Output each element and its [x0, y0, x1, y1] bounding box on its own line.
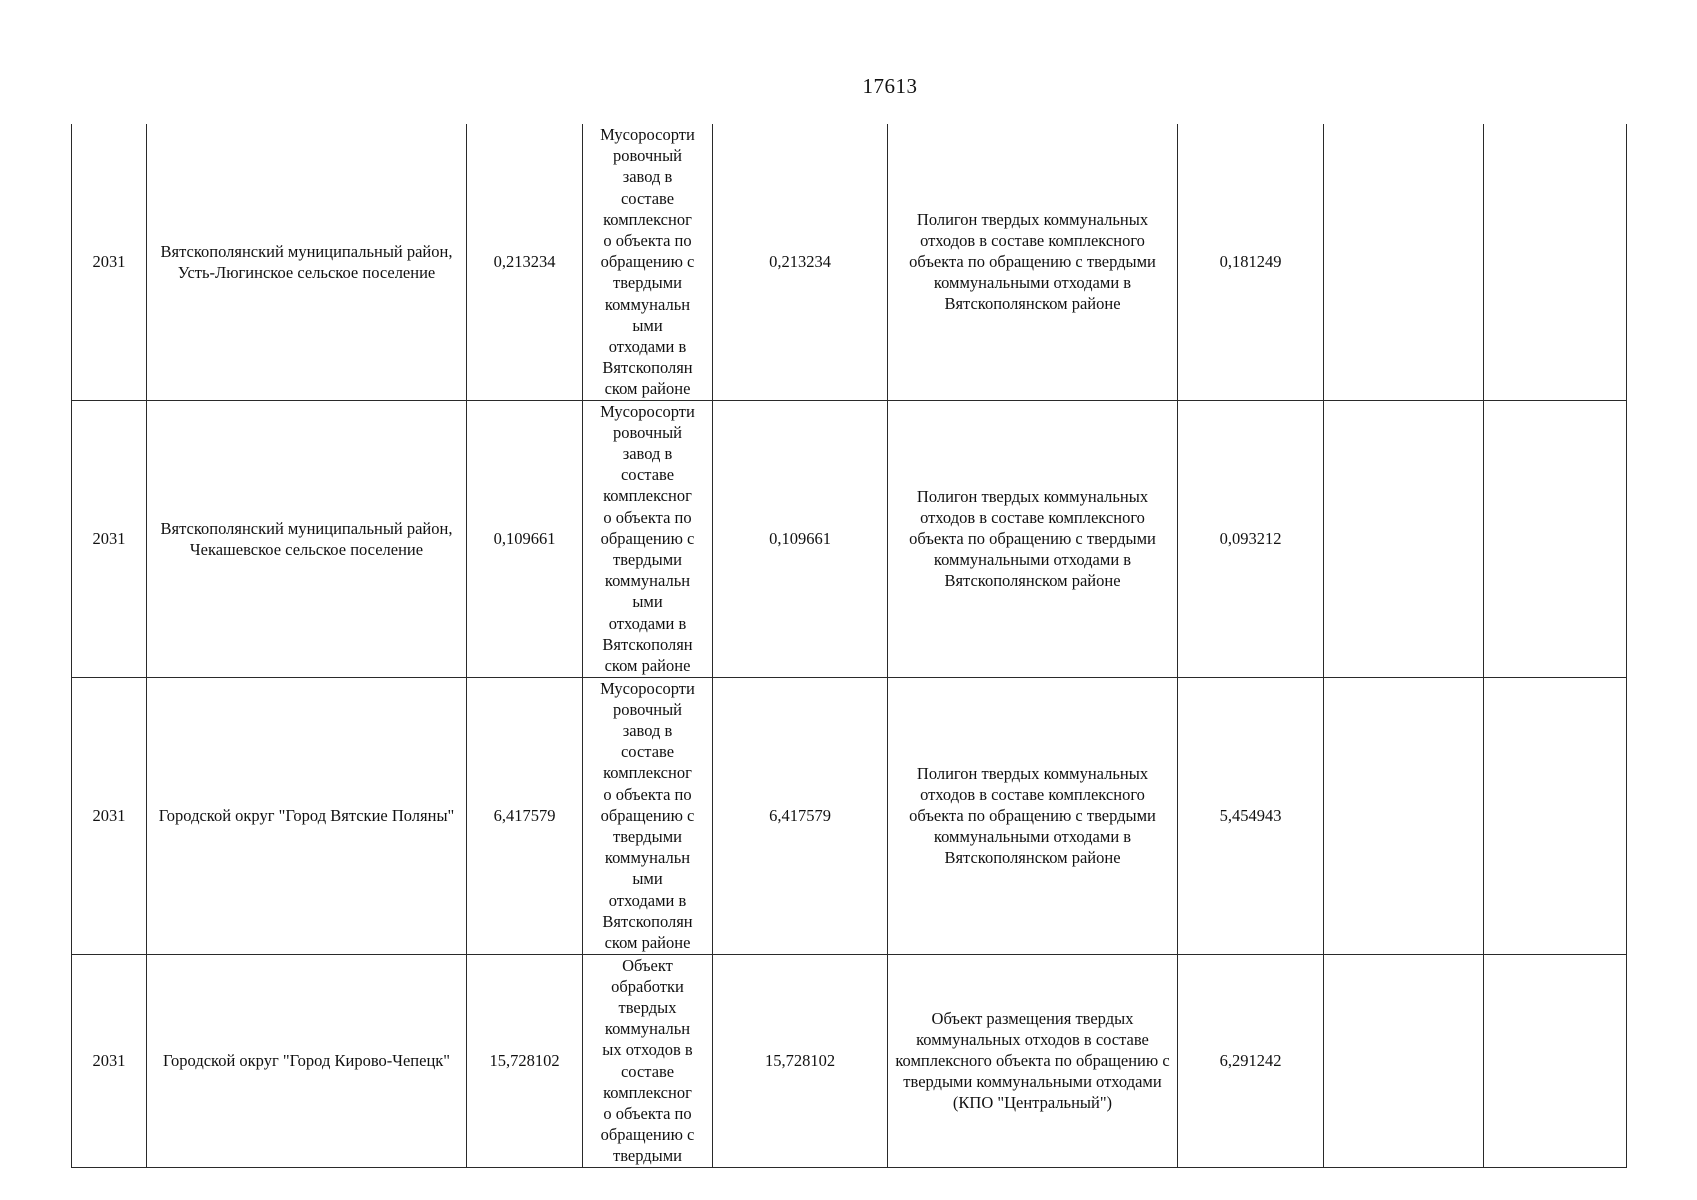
facility-text-line: Объект: [622, 955, 673, 975]
year-cell: 2031: [72, 400, 147, 677]
facility-text-line: ыми: [632, 869, 663, 889]
year-cell: 2031: [72, 954, 147, 1167]
disposed-mass-cell: 5,454943: [1178, 677, 1324, 954]
table-body: [72, 124, 1627, 1167]
facility-text-line: коммунальн: [604, 848, 691, 868]
territory-cell: Вятскополянский муниципальный район, Усть-Люгинское сельское поселение: [147, 124, 467, 400]
facility-text-line: о объекта по: [603, 231, 692, 251]
year-cell: 2031: [72, 677, 147, 954]
disposal-facility-cell: Полигон твердых коммунальных отходов в составе комплексного объекта по обращению с твердыми коммунальными отходами в Вятскополянском районе: [888, 400, 1178, 677]
processing-facility-cell: [583, 677, 713, 954]
facility-text-line: Вятскополян: [602, 358, 693, 378]
facility-text-line: отходами в: [608, 890, 687, 910]
facility-text-line: коммунальн: [604, 294, 691, 314]
facility-text-line: обработки: [611, 976, 684, 996]
page-number: 17613: [862, 74, 918, 98]
facility-text-line: обращению с: [600, 1125, 695, 1145]
facility-text-line: комплексног: [603, 486, 692, 506]
facility-text-line: составе: [620, 188, 675, 208]
processed-mass-cell: 0,213234: [713, 124, 888, 400]
facility-text-line: отходами в: [608, 337, 687, 357]
facility-text-line: Мусоросорти: [600, 678, 695, 698]
facility-text-line: комплексног: [603, 763, 692, 783]
disposal-facility-cell: Полигон твердых коммунальных отходов в составе комплексного объекта по обращению с твердыми коммунальными отходами в Вятскополянском районе: [888, 124, 1178, 400]
territory-cell: Городской округ "Город Кирово-Чепецк": [147, 954, 467, 1167]
year-cell: 2031: [72, 124, 147, 400]
facility-text-line: Мусоросорти: [600, 401, 695, 421]
facility-text-line: обращению с: [600, 528, 695, 548]
facility-text-line: коммунальн: [604, 571, 691, 591]
empty-cell: [1324, 954, 1484, 1167]
facility-text-line: Вятскополян: [602, 634, 693, 654]
processed-mass-cell: 0,109661: [713, 400, 888, 677]
processed-mass-cell: 15,728102: [713, 954, 888, 1167]
facility-text-line: завод в: [622, 721, 673, 741]
facility-text-line: ском районе: [604, 656, 691, 676]
table-row: [72, 400, 1627, 677]
disposal-facility-cell: Объект размещения твердых коммунальных отходов в составе комплексного объекта по обращению с твердыми коммунальными отходами (КПО "Центральный"): [888, 954, 1178, 1167]
facility-text-line: завод в: [622, 444, 673, 464]
facility-text-line: ых отходов в: [602, 1040, 693, 1060]
disposed-mass-cell: 0,181249: [1178, 124, 1324, 400]
processing-facility-cell: [583, 954, 713, 1167]
empty-cell: [1484, 677, 1627, 954]
processed-mass-cell: 6,417579: [713, 677, 888, 954]
facility-text-line: коммунальн: [604, 1019, 691, 1039]
facility-text-line: обращению с: [600, 252, 695, 272]
disposal-facility-cell: Полигон твердых коммунальных отходов в составе комплексного объекта по обращению с твердыми коммунальными отходами в Вятскополянском районе: [888, 677, 1178, 954]
waste-flow-table: [71, 124, 1627, 1168]
waste-mass-cell: 0,109661: [467, 400, 583, 677]
facility-text-line: твердых: [618, 998, 677, 1018]
processing-facility-cell: [583, 124, 713, 400]
facility-text-line: о объекта по: [603, 507, 692, 527]
waste-mass-cell: 0,213234: [467, 124, 583, 400]
waste-mass-cell: 6,417579: [467, 677, 583, 954]
facility-text-line: ском районе: [604, 379, 691, 399]
disposed-mass-cell: 0,093212: [1178, 400, 1324, 677]
facility-text-line: ровочный: [612, 146, 683, 166]
facility-text-line: составе: [620, 1061, 675, 1081]
facility-text-line: ровочный: [612, 422, 683, 442]
facility-text-line: Мусоросорти: [600, 125, 695, 144]
facility-text-line: отходами в: [608, 613, 687, 633]
facility-text-line: ыми: [632, 315, 663, 335]
processing-facility-cell: [583, 400, 713, 677]
facility-text-line: завод в: [622, 167, 673, 187]
empty-cell: [1484, 954, 1627, 1167]
table-row: [72, 954, 1627, 1167]
territory-cell: Городской округ "Город Вятские Поляны": [147, 677, 467, 954]
table-row: [72, 124, 1627, 400]
empty-cell: [1324, 677, 1484, 954]
facility-text-line: составе: [620, 465, 675, 485]
facility-text-line: обращению с: [600, 805, 695, 825]
facility-text-line: твердыми: [612, 273, 682, 293]
facility-text-line: ском районе: [604, 933, 691, 953]
empty-cell: [1324, 124, 1484, 400]
facility-text-line: ровочный: [612, 699, 683, 719]
facility-text-line: комплексног: [603, 209, 692, 229]
facility-text-line: о объекта по: [603, 1104, 692, 1124]
facility-text-line: твердыми: [612, 1146, 682, 1166]
waste-mass-cell: 15,728102: [467, 954, 583, 1167]
facility-text-line: ыми: [632, 592, 663, 612]
disposed-mass-cell: 6,291242: [1178, 954, 1324, 1167]
facility-text-line: о объекта по: [603, 784, 692, 804]
facility-text-line: твердыми: [612, 827, 682, 847]
territory-cell: Вятскополянский муниципальный район, Чекашевское сельское поселение: [147, 400, 467, 677]
facility-text-line: составе: [620, 742, 675, 762]
table-row: [72, 677, 1627, 954]
facility-text-line: комплексног: [603, 1082, 692, 1102]
empty-cell: [1484, 124, 1627, 400]
facility-text-line: Вятскополян: [602, 911, 693, 931]
facility-text-line: твердыми: [612, 550, 682, 570]
empty-cell: [1324, 400, 1484, 677]
empty-cell: [1484, 400, 1627, 677]
